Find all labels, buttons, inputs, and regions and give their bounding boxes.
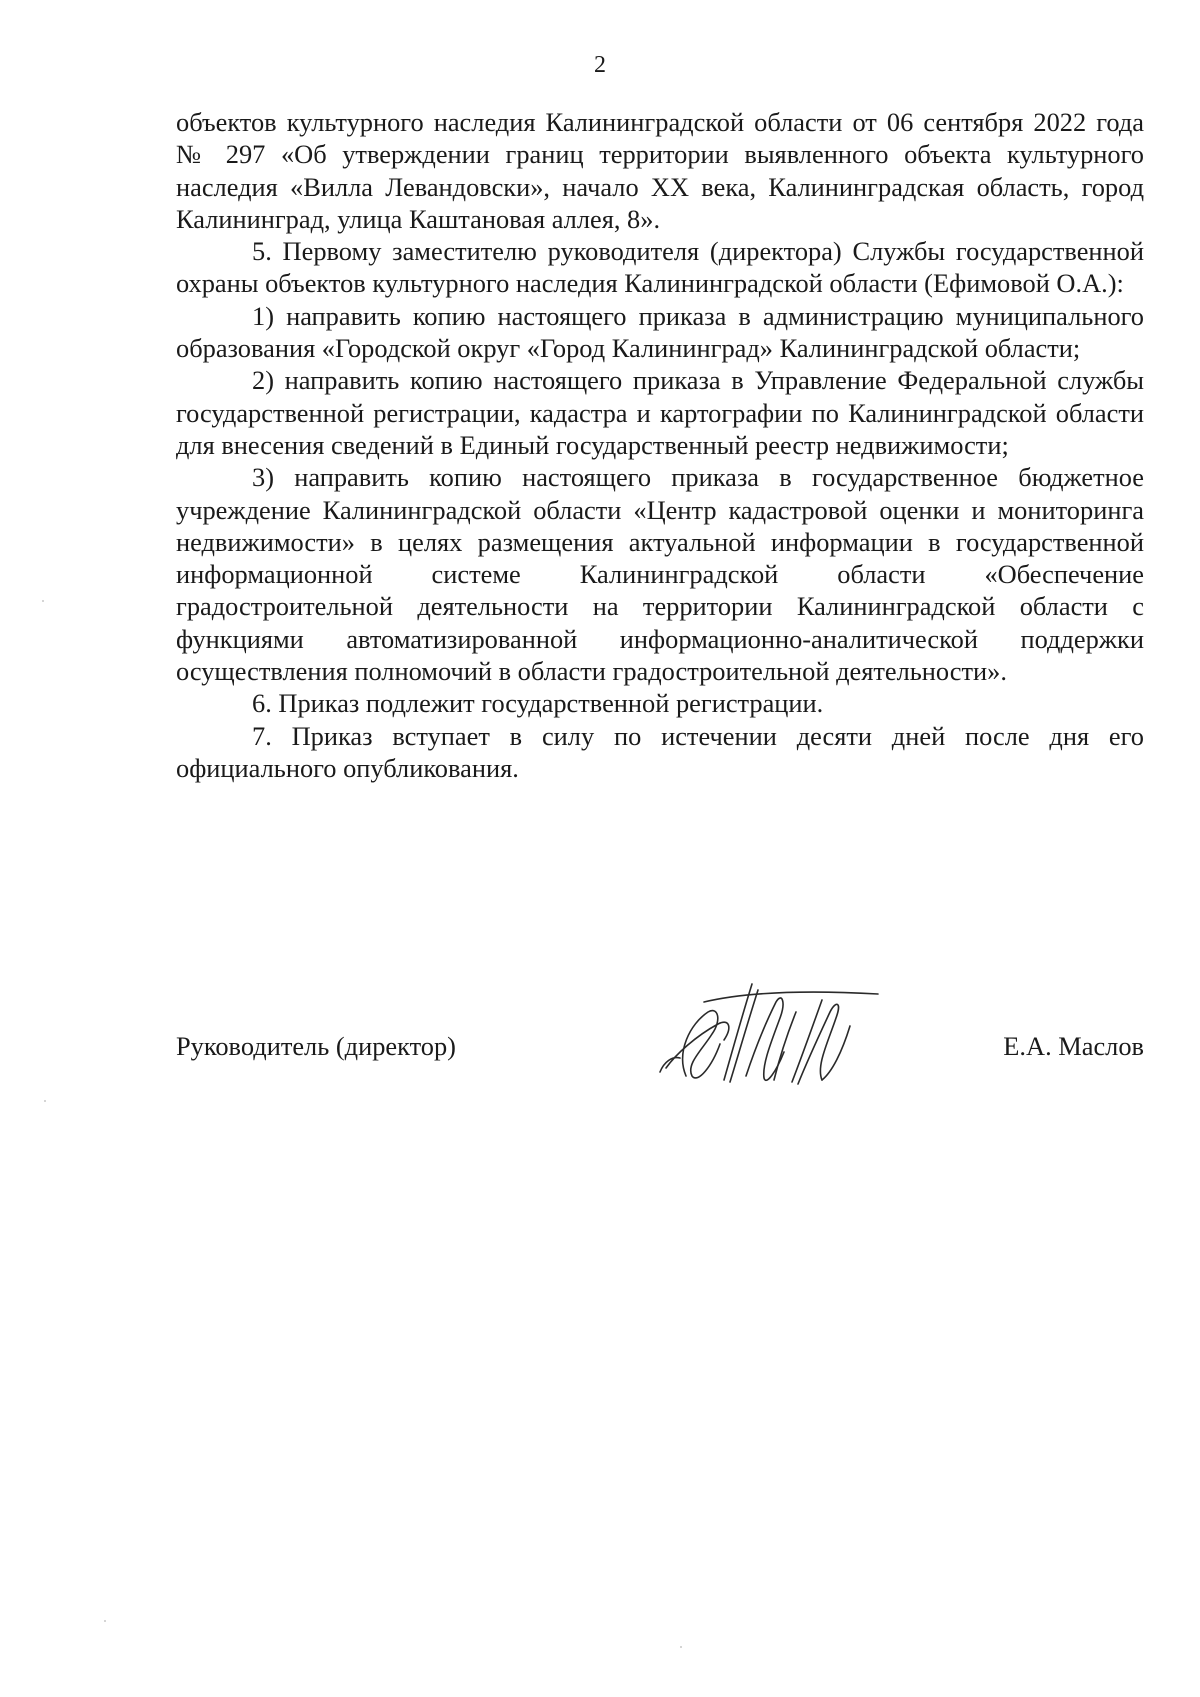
paragraph-continuation: объектов культурного наследия Калининградской области от 06 сентября 2022 года № 297 «Об утверждении границ территории выявленного объекта культурного наследия «Вилла Левандовски», начало XX века, Калининградская область, город Калининград, улица Каштановая аллея, 8». <box>176 107 1144 234</box>
paragraph-item-5: 5. Первому заместителю руководителя (директора) Службы государственной охраны объектов культурного наследия Калининградской области (Ефимовой О.А.): <box>176 236 1144 299</box>
scan-speck <box>42 600 44 602</box>
scan-speck <box>680 1646 682 1648</box>
scan-speck <box>104 1620 106 1622</box>
paragraph-item-6: 6. Приказ подлежит государственной регистрации. <box>252 688 824 719</box>
signatory-role: Руководитель (директор) <box>176 1031 456 1061</box>
paragraph-subitem-2: 2) направить копию настоящего приказа в Управление Федеральной службы государственной регистрации, кадастра и картографии по Калининградской области для внесения сведений в Единый государственный реестр недвижимости; <box>176 365 1144 460</box>
page-number: 2 <box>594 52 606 78</box>
document-body <box>176 106 1144 784</box>
scan-speck <box>44 1100 46 1102</box>
handwritten-signature-icon <box>646 972 886 1092</box>
signatory-name: Е.А. Маслов <box>1003 1031 1144 1061</box>
paragraph-subitem-3: 3) направить копию настоящего приказа в государственное бюджетное учреждение Калининградской области «Центр кадастровой оценки и мониторинга недвижимости» в целях размещения актуальной информации в государственной информационной системе Калининградской области «Обеспечение градостроительной деятельности на территории Калининградской области с функциями автоматизированной информационно-аналитической поддержки осуществления полномочий в области градостроительной деятельности». <box>176 462 1144 687</box>
paragraph-item-7: 7. Приказ вступает в силу по истечении десяти дней после дня его официального опубликования. <box>176 720 1144 783</box>
paragraph-subitem-1: 1) направить копию настоящего приказа в администрацию муниципального образования «Городской округ «Город Калининград» Калининградской области; <box>176 300 1144 364</box>
signature-block <box>176 972 1144 1112</box>
